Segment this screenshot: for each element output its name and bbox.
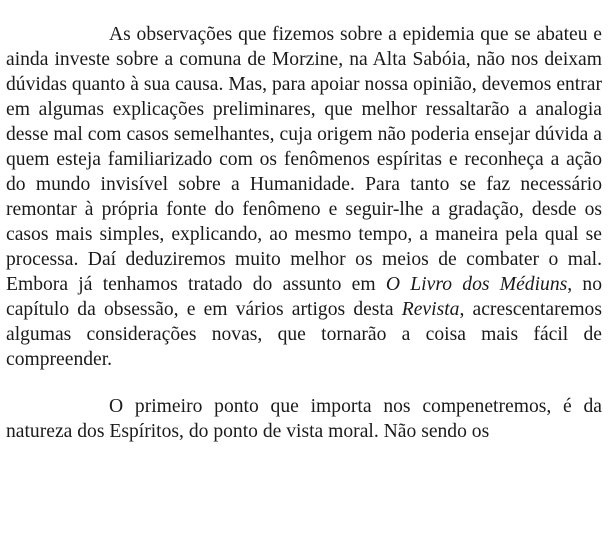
paragraph-1-text-c: , acrescentaremos algumas considerações novas, que tornarão a coisa mais fácil de compreender. xyxy=(6,299,602,370)
journal-title: Revista xyxy=(401,299,460,320)
paragraph-1 xyxy=(6,22,602,372)
paragraph-1-text-b: , no capítulo da obsessão, e em vários artigos desta xyxy=(6,274,603,320)
book-title: O Livro dos Médiuns xyxy=(385,274,568,295)
paragraph-2: O primeiro ponto que importa nos compenetremos, é da natureza dos Espíritos, do ponto de vista moral. Não sendo os xyxy=(6,396,602,442)
document-page xyxy=(6,22,602,444)
paragraph-1-text-a: As observações que fizemos sobre a epidemia que se abateu e ainda investe sobre a comuna de Morzine, na Alta Sabóia, não nos deixam dúvidas quanto à sua causa. Mas, para apoiar nossa opinião, devemos entrar em algumas explicações preliminares, que melhor ressaltarão a analogia desse mal com casos semelhantes, cuja origem não poderia ensejar dúvida a quem esteja familiarizado com os fenômenos espíritas e reconheça a ação do mundo invisível sobre a Humanidade. Para tanto se faz necessário remontar à própria fonte do fenômeno e seguir-lhe a gradação, desde os casos mais simples, explicando, ao mesmo tempo, a maneira pela qual se processa. Daí deduziremos muito melhor os meios de combater o mal. Embora já tenhamos tratado do assunto em xyxy=(6,24,602,295)
